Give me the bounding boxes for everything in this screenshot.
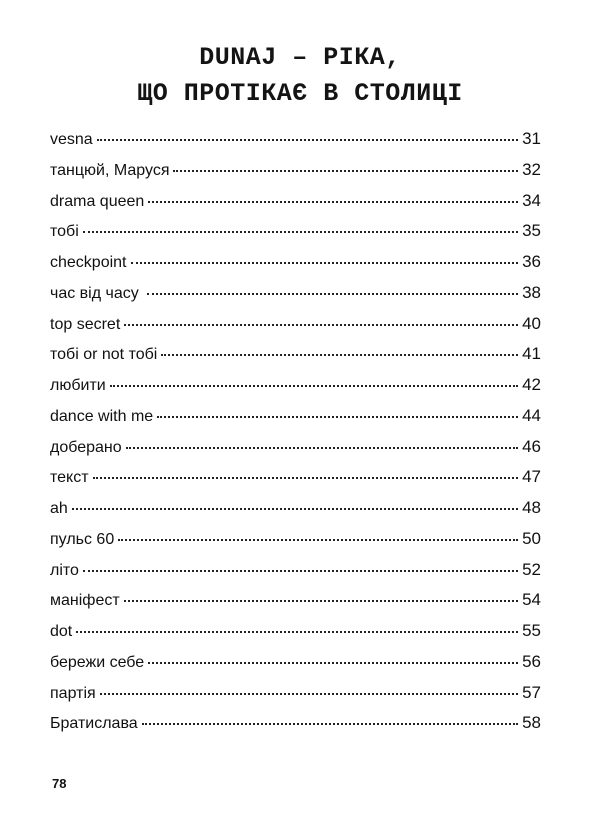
toc-entry (50, 247, 541, 278)
toc-entry-title: dance with me (50, 407, 154, 425)
page-number: 78 (52, 776, 67, 791)
toc-entry-page: 40 (522, 313, 541, 333)
toc-entry (50, 493, 541, 524)
toc-entry (50, 278, 541, 309)
toc-dot-leader (126, 447, 518, 449)
toc-entry-title: checkpoint (50, 254, 127, 271)
toc-entry (50, 124, 541, 155)
toc-entry-title: vesna (50, 131, 93, 148)
toc-entry-title: текст (50, 469, 89, 487)
toc-dot-leader (76, 631, 518, 633)
toc-entry-title: бережи себе (50, 653, 145, 671)
toc-dot-leader (131, 262, 519, 264)
toc-entry-page: 56 (522, 651, 541, 671)
toc-entry (50, 708, 541, 739)
toc-dot-leader (157, 416, 518, 418)
toc-dot-leader (110, 385, 518, 387)
toc-entry (50, 678, 541, 709)
toc-entry-page: 50 (522, 528, 541, 548)
toc-dot-leader (118, 539, 518, 541)
toc-entry-page: 35 (522, 221, 541, 241)
toc-entry-title: любити (50, 377, 106, 394)
toc-entry (50, 370, 541, 401)
toc-entry-page: 42 (522, 375, 541, 394)
toc-dot-leader (142, 723, 518, 725)
toc-entry (50, 216, 541, 247)
toc-entry (50, 524, 541, 555)
section-title (0, 40, 600, 112)
toc-dot-leader (147, 293, 518, 295)
toc-entry-page: 46 (522, 436, 541, 456)
toc-entry-title: тобі or not тобі (50, 346, 158, 364)
toc-dot-leader (161, 354, 518, 356)
toc-entry-title: танцюй, Маруся (50, 161, 170, 179)
toc-dot-leader (173, 170, 518, 172)
toc-entry-title: dot (50, 623, 73, 640)
toc-entry-page: 52 (522, 559, 541, 579)
toc-entry-page: 38 (522, 282, 541, 302)
toc-entry (50, 585, 541, 616)
toc-entry-title: літо (50, 561, 79, 579)
section-title-line-1: DUNAJ – РІКА, (199, 43, 401, 72)
toc-entry-title: Братислава (50, 715, 138, 733)
toc-entry-page: 57 (522, 682, 541, 702)
toc-entry-page: 31 (522, 129, 541, 148)
toc-entry-title: пульс 60 (50, 530, 115, 548)
toc-dot-leader (83, 570, 518, 572)
toc-entry-title: час від часу (50, 284, 144, 302)
toc-entry-page: 41 (522, 344, 541, 364)
toc-entry (50, 647, 541, 678)
toc-entry-page: 48 (522, 498, 541, 517)
toc-entry-title: партія (50, 684, 96, 702)
toc-dot-leader (124, 324, 518, 326)
toc-entry (50, 339, 541, 370)
toc-entry-page: 44 (522, 405, 541, 425)
toc-entry-page: 36 (522, 252, 541, 271)
toc-entry-page: 32 (522, 159, 541, 179)
toc-entry (50, 462, 541, 493)
toc-entry-title: маніфест (50, 592, 120, 610)
toc-entry (50, 616, 541, 647)
toc-entry (50, 186, 541, 217)
toc-dot-leader (148, 662, 518, 664)
toc-entry (50, 155, 541, 186)
toc-entry-title: ah (50, 500, 68, 517)
toc-dot-leader (100, 693, 518, 695)
table-of-contents (50, 124, 541, 739)
toc-entry-page: 54 (522, 590, 541, 610)
toc-entry (50, 401, 541, 432)
toc-entry (50, 555, 541, 586)
toc-dot-leader (93, 477, 519, 479)
section-title-line-2: ЩО ПРОТІКАЄ В СТОЛИЦІ (137, 79, 463, 108)
toc-dot-leader (72, 508, 518, 510)
toc-entry (50, 309, 541, 340)
toc-dot-leader (148, 201, 518, 203)
toc-dot-leader (83, 231, 518, 233)
toc-entry-title: тобі (50, 223, 79, 241)
toc-entry-title: доберано (50, 438, 122, 456)
toc-entry-page: 47 (522, 467, 541, 487)
toc-dot-leader (97, 139, 518, 141)
toc-entry-page: 34 (522, 190, 541, 210)
toc-entry-page: 58 (522, 713, 541, 733)
toc-entry-title: drama queen (50, 192, 145, 210)
toc-entry-title: top secret (50, 315, 121, 333)
toc-entry-page: 55 (522, 621, 541, 640)
toc-dot-leader (124, 600, 518, 602)
toc-entry (50, 432, 541, 463)
